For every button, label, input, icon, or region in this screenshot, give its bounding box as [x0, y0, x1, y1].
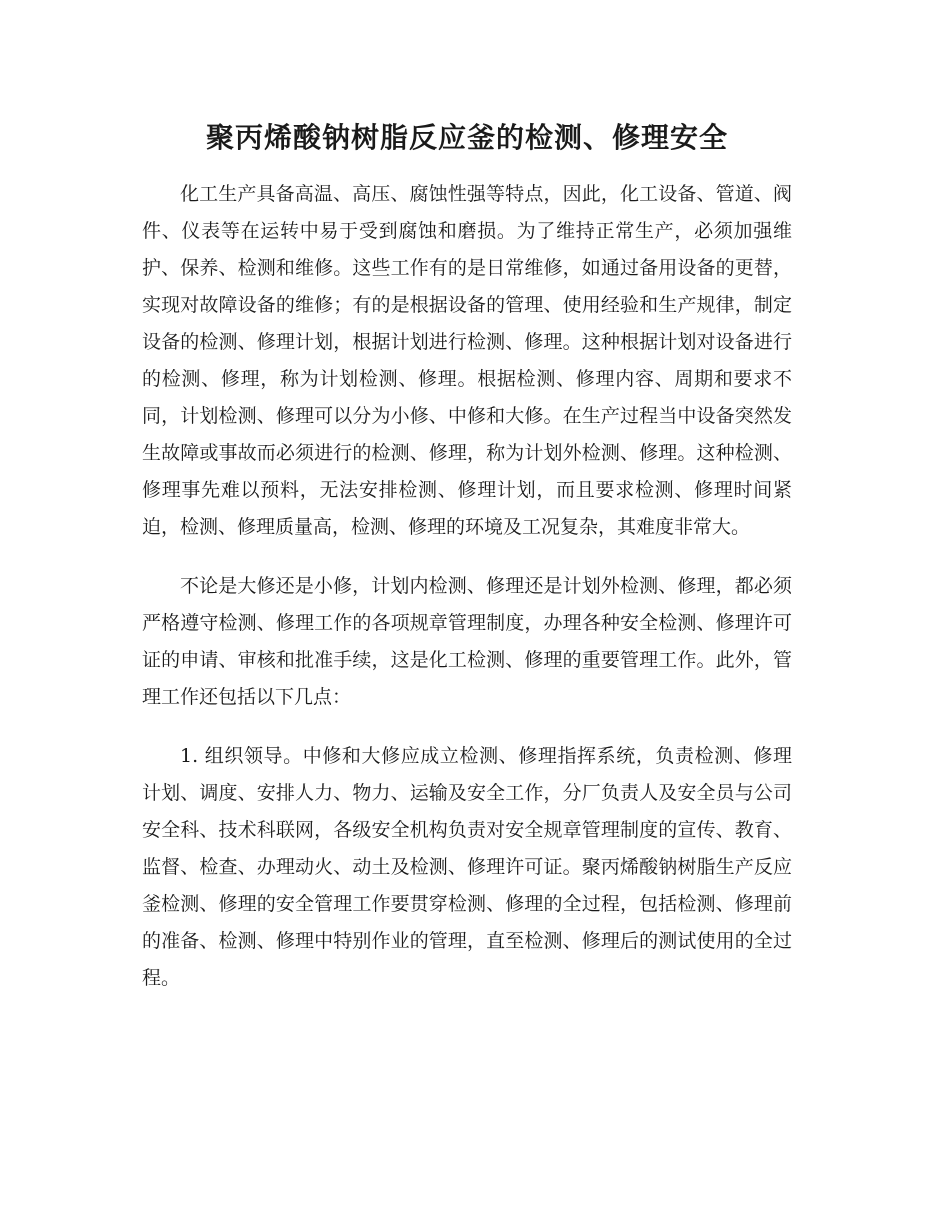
document-title: 聚丙烯酸钠树脂反应釜的检测、修理安全: [205, 121, 728, 154]
paragraph-management: 不论是大修还是小修，计划内检测、修理还是计划外检测、修理，都必须严格遵守检测、修理工作的各项规章管理制度，办理各种安全检测、修理许可证的申请、审核和批准手续，这是化工检测、修理的重要管理工作。此外，管理工作还包括以下几点：: [142, 575, 792, 708]
paragraph-organization: 1. 组织领导。中修和大修应成立检测、修理指挥系统，负责检测、修理计划、调度、安排人力、物力、运输及安全工作，分厂负责人及安全员与公司安全科、技术科联网，各级安全机构负责对安全规章管理制度的宣传、教育、监督、检查、办理动火、动土及检测、修理许可证。聚丙烯酸钠树脂生产反应釜检测、修理的安全管理工作要贯穿检测、修理的全过程，包括检测、修理前的准备、检测、修理中特别作业的管理，直至检测、修理后的测试使用的全过程。: [142, 745, 792, 989]
paragraph-intro: 化工生产具备高温、高压、腐蚀性强等特点，因此，化工设备、管道、阀件、仪表等在运转中易于受到腐蚀和磨损。为了维持正常生产，必须加强维护、保养、检测和维修。这些工作有的是日常维修，如通过备用设备的更替，实现对故障设备的维修；有的是根据设备的管理、使用经验和生产规律，制定设备的检测、修理计划，根据计划进行检测、修理。这种根据计划对设备进行的检测、修理，称为计划检测、修理。根据检测、修理内容、周期和要求不同，计划检测、修理可以分为小修、中修和大修。在生产过程当中设备突然发生故障或事故而必须进行的检测、修理，称为计划外检测、修理。这种检测、修理事先难以预料，无法安排检测、修理计划，而且要求检测、修理时间紧迫，检测、修理质量高，检测、修理的环境及工况复杂，其难度非常大。: [142, 183, 792, 538]
